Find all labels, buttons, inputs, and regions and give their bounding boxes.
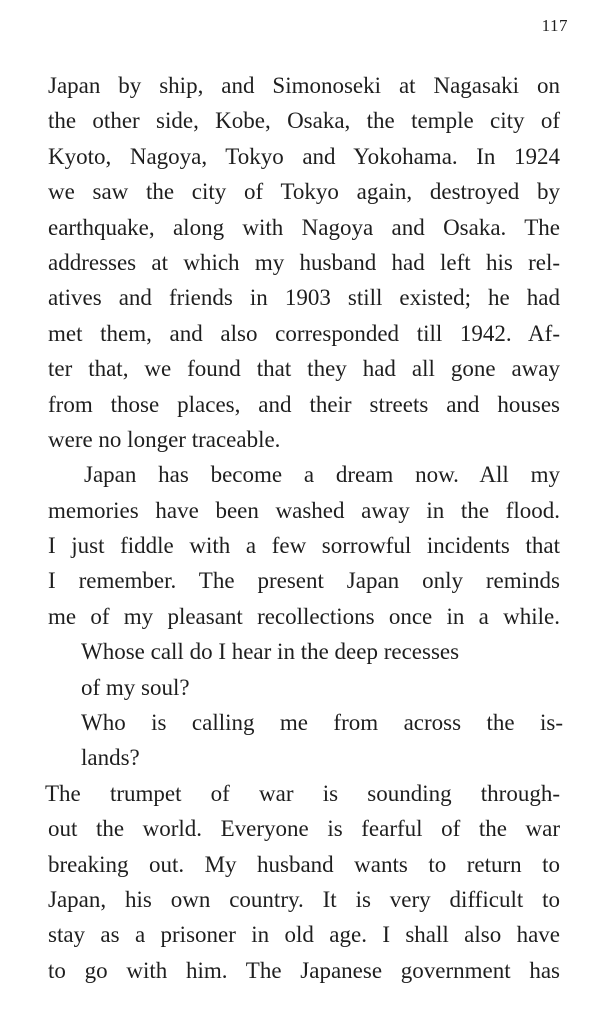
text-line: Japan has become a dream now. All my bbox=[84, 462, 560, 488]
text-line: ter that, we found that they had all gone away bbox=[48, 356, 560, 382]
text-line: stay as a prisoner in old age. I shall also have bbox=[48, 922, 560, 948]
text-line: to go with him. The Japanese government has bbox=[48, 957, 560, 983]
text-line: addresses at which my husband had left his rel- bbox=[48, 249, 560, 275]
text-line: memories have been washed away in the flood. bbox=[48, 497, 560, 523]
text-line: The trumpet of war is sounding through- bbox=[45, 780, 560, 806]
text-line: I remember. The present Japan only reminds bbox=[48, 568, 560, 594]
text-line: lands? bbox=[81, 745, 140, 771]
text-line: we saw the city of Tokyo again, destroyed by bbox=[48, 179, 560, 205]
text-line: Japan by ship, and Simonoseki at Nagasaki on bbox=[48, 73, 560, 98]
text-line: Kyoto, Nagoya, Tokyo and Yokohama. In 1924 bbox=[48, 143, 560, 169]
text-line: were no longer traceable. bbox=[48, 426, 281, 452]
text-line: earthquake, along with Nagoya and Osaka. The bbox=[48, 214, 560, 240]
text-line: from those places, and their streets and houses bbox=[48, 391, 560, 417]
text-line: out the world. Everyone is fearful of the war bbox=[48, 816, 560, 842]
page-number: 117 bbox=[541, 16, 568, 35]
text-line: met them, and also corresponded till 1942. Af- bbox=[48, 320, 560, 346]
text-line: Whose call do I hear in the deep recesses bbox=[81, 639, 460, 665]
text-line: me of my pleasant recollections once in a while. bbox=[48, 603, 560, 629]
body-text bbox=[45, 68, 563, 988]
text-line: Who is calling me from across the is- bbox=[81, 710, 563, 736]
text-line: atives and friends in 1903 still existed; he had bbox=[48, 285, 560, 311]
text-line: I just fiddle with a few sorrowful incidents that bbox=[48, 533, 560, 559]
text-line: the other side, Kobe, Osaka, the temple city of bbox=[48, 108, 560, 134]
text-line: breaking out. My husband wants to return to bbox=[48, 851, 560, 877]
text-line: Japan, his own country. It is very difficult to bbox=[48, 886, 560, 912]
text-line: of my soul? bbox=[81, 674, 190, 700]
